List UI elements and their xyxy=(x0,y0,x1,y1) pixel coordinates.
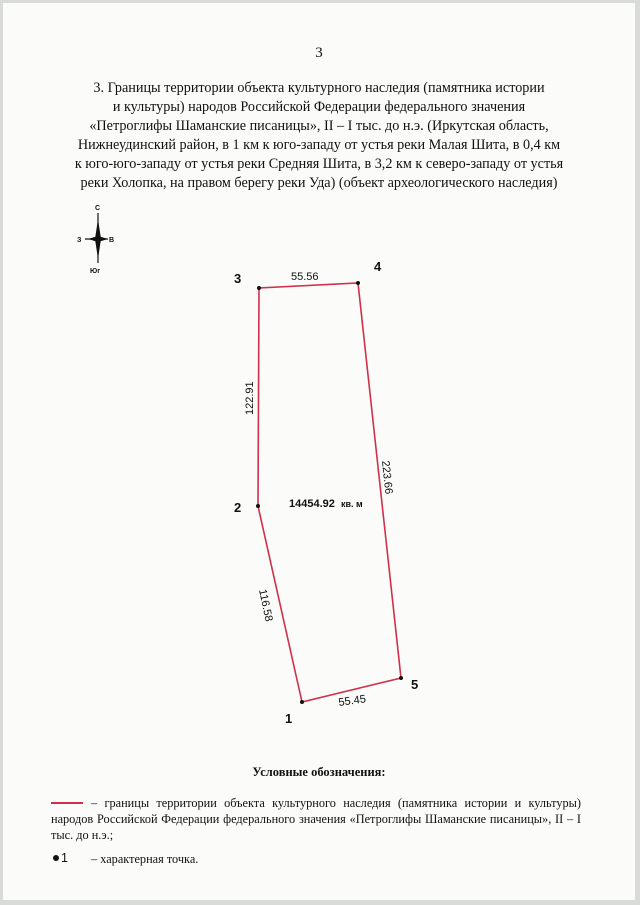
legend-point-sample: 1 xyxy=(61,851,68,865)
legend-boundary-text: – границы территории объекта культурного наследия (памятника истории и культуры) народов Российской Федерации федерального значения «Петроглифы Шаманские писаницы», II – I тыс. до н.э.; xyxy=(51,796,581,842)
segment-length-3-4: 55.56 xyxy=(291,271,319,283)
compass-west-label: З xyxy=(77,237,82,244)
title-line: к юго-юго-западу от устья реки Средняя Шита, в 3,2 км к северо-западу от устья xyxy=(74,156,564,172)
point-marker-2 xyxy=(256,504,260,508)
point-label-4: 4 xyxy=(374,259,382,274)
title-line: «Петроглифы Шаманские писаницы», II – I тыс. до н.э. (Иркутская область, xyxy=(89,118,549,134)
compass-south-label: Юг xyxy=(90,268,101,275)
title-line: 3. Границы территории объекта культурного наследия (памятника истории xyxy=(93,80,545,96)
title-line: и культуры) народов Российской Федерации федерального значения xyxy=(112,99,526,115)
point-marker-1 xyxy=(300,700,304,704)
point-label-3: 3 xyxy=(234,271,242,286)
compass-north-label: С xyxy=(95,205,101,212)
point-label-1: 1 xyxy=(285,711,293,726)
segment-length-2-3: 122.91 xyxy=(244,381,256,415)
area-value: 14454.92 xyxy=(289,498,335,510)
compass-east-label: В xyxy=(109,237,115,244)
boundary-polygon xyxy=(258,283,401,702)
point-label-2: 2 xyxy=(234,500,242,515)
segment-length-5-1: 55.45 xyxy=(337,693,367,709)
legend-heading: Условные обозначения: xyxy=(252,765,386,779)
point-label-5: 5 xyxy=(411,677,419,692)
point-marker-3 xyxy=(257,286,261,290)
legend-point-icon xyxy=(53,855,59,861)
segment-length-1-2: 116.58 xyxy=(256,588,275,623)
legend-point-text: – характерная точка. xyxy=(91,852,199,866)
point-marker-4 xyxy=(356,281,360,285)
area-unit: кв. м xyxy=(341,499,363,509)
document-page xyxy=(3,3,635,900)
title-line: Нижнеудинский район, в 1 км к юго-западу от устья реки Малая Шита, в 0,4 км xyxy=(77,137,561,153)
title-line: реки Холопка, на правом берегу реки Уда) (объект археологического наследия) xyxy=(80,175,558,191)
segment-length-4-5: 223.66 xyxy=(379,460,395,495)
page-number: 3 xyxy=(315,45,323,61)
point-marker-5 xyxy=(399,676,403,680)
